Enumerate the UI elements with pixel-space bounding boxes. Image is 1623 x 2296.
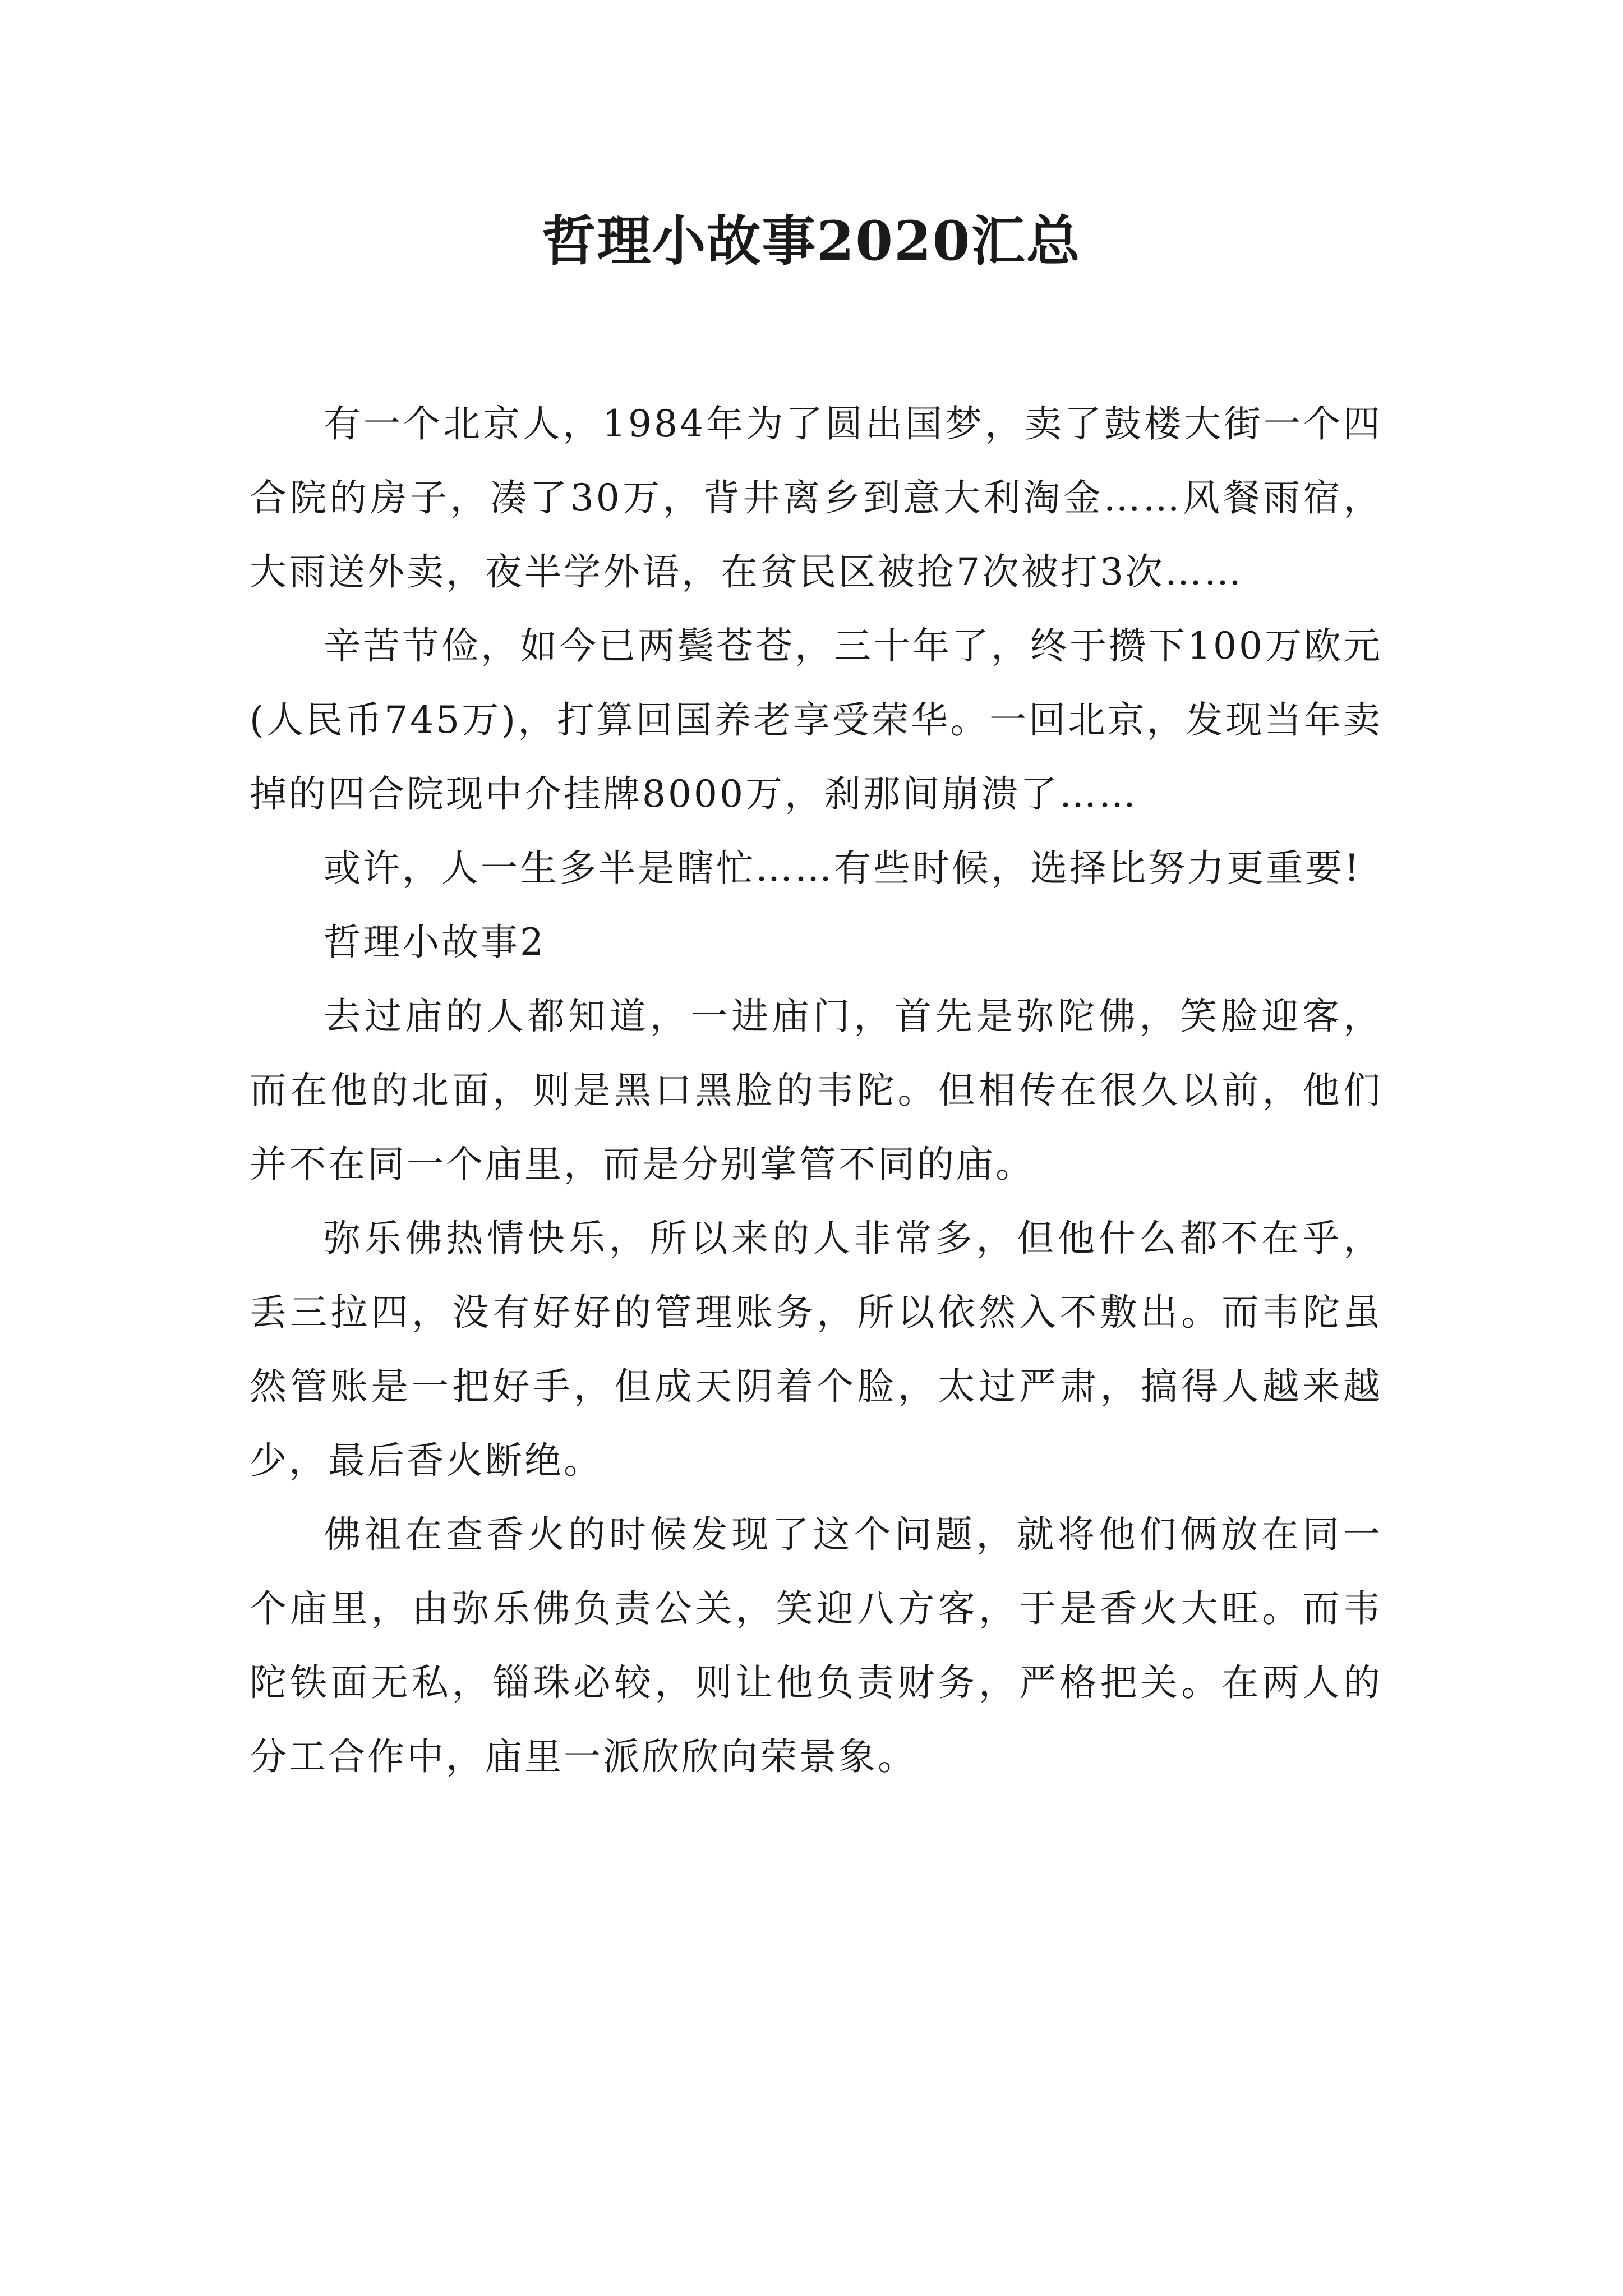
- paragraph-6: 佛祖在查香火的时候发现了这个问题，就将他们俩放在同一个庙里，由弥乐佛负责公关，笑迎八方客，于是香火大旺。而韦陀铁面无私，锱珠必较，则让他负责财务，严格把关。在两人的分工合作中，庙里一派欣欣向荣景象。: [250, 1513, 1382, 1778]
- paragraph-1: 有一个北京人，1984年为了圆出国梦，卖了鼓楼大街一个四合院的房子，凑了30万，背井离乡到意大利淘金……风餐雨宿，大雨送外卖，夜半学外语，在贫民区被抢7次被打3次……: [250, 402, 1382, 593]
- section-heading-story-2: 哲理小故事2: [324, 921, 546, 964]
- document-title: 哲理小故事2020汇总: [542, 209, 1081, 273]
- paragraph-3: 或许，人一生多半是瞎忙……有些时候，选择比努力更重要!: [324, 846, 1362, 890]
- document-body: [250, 387, 1382, 1794]
- paragraph-2: 辛苦节俭，如今已两鬓苍苍，三十年了，终于攒下100万欧元(人民币745万)，打算回国养老享受荣华。一回北京，发现当年卖掉的四合院现中介挂牌8000万，刹那间崩溃了……: [250, 624, 1382, 816]
- paragraph-4: 去过庙的人都知道，一进庙门，首先是弥陀佛，笑脸迎客，而在他的北面，则是黑口黑脸的韦陀。但相传在很久以前，他们并不在同一个庙里，而是分别掌管不同的庙。: [250, 995, 1382, 1186]
- paragraph-5: 弥乐佛热情快乐，所以来的人非常多，但他什么都不在乎，丢三拉四，没有好好的管理账务，所以依然入不敷出。而韦陀虽然管账是一把好手，但成天阴着个脸，太过严肃，搞得人越来越少，最后香火断绝。: [250, 1217, 1382, 1482]
